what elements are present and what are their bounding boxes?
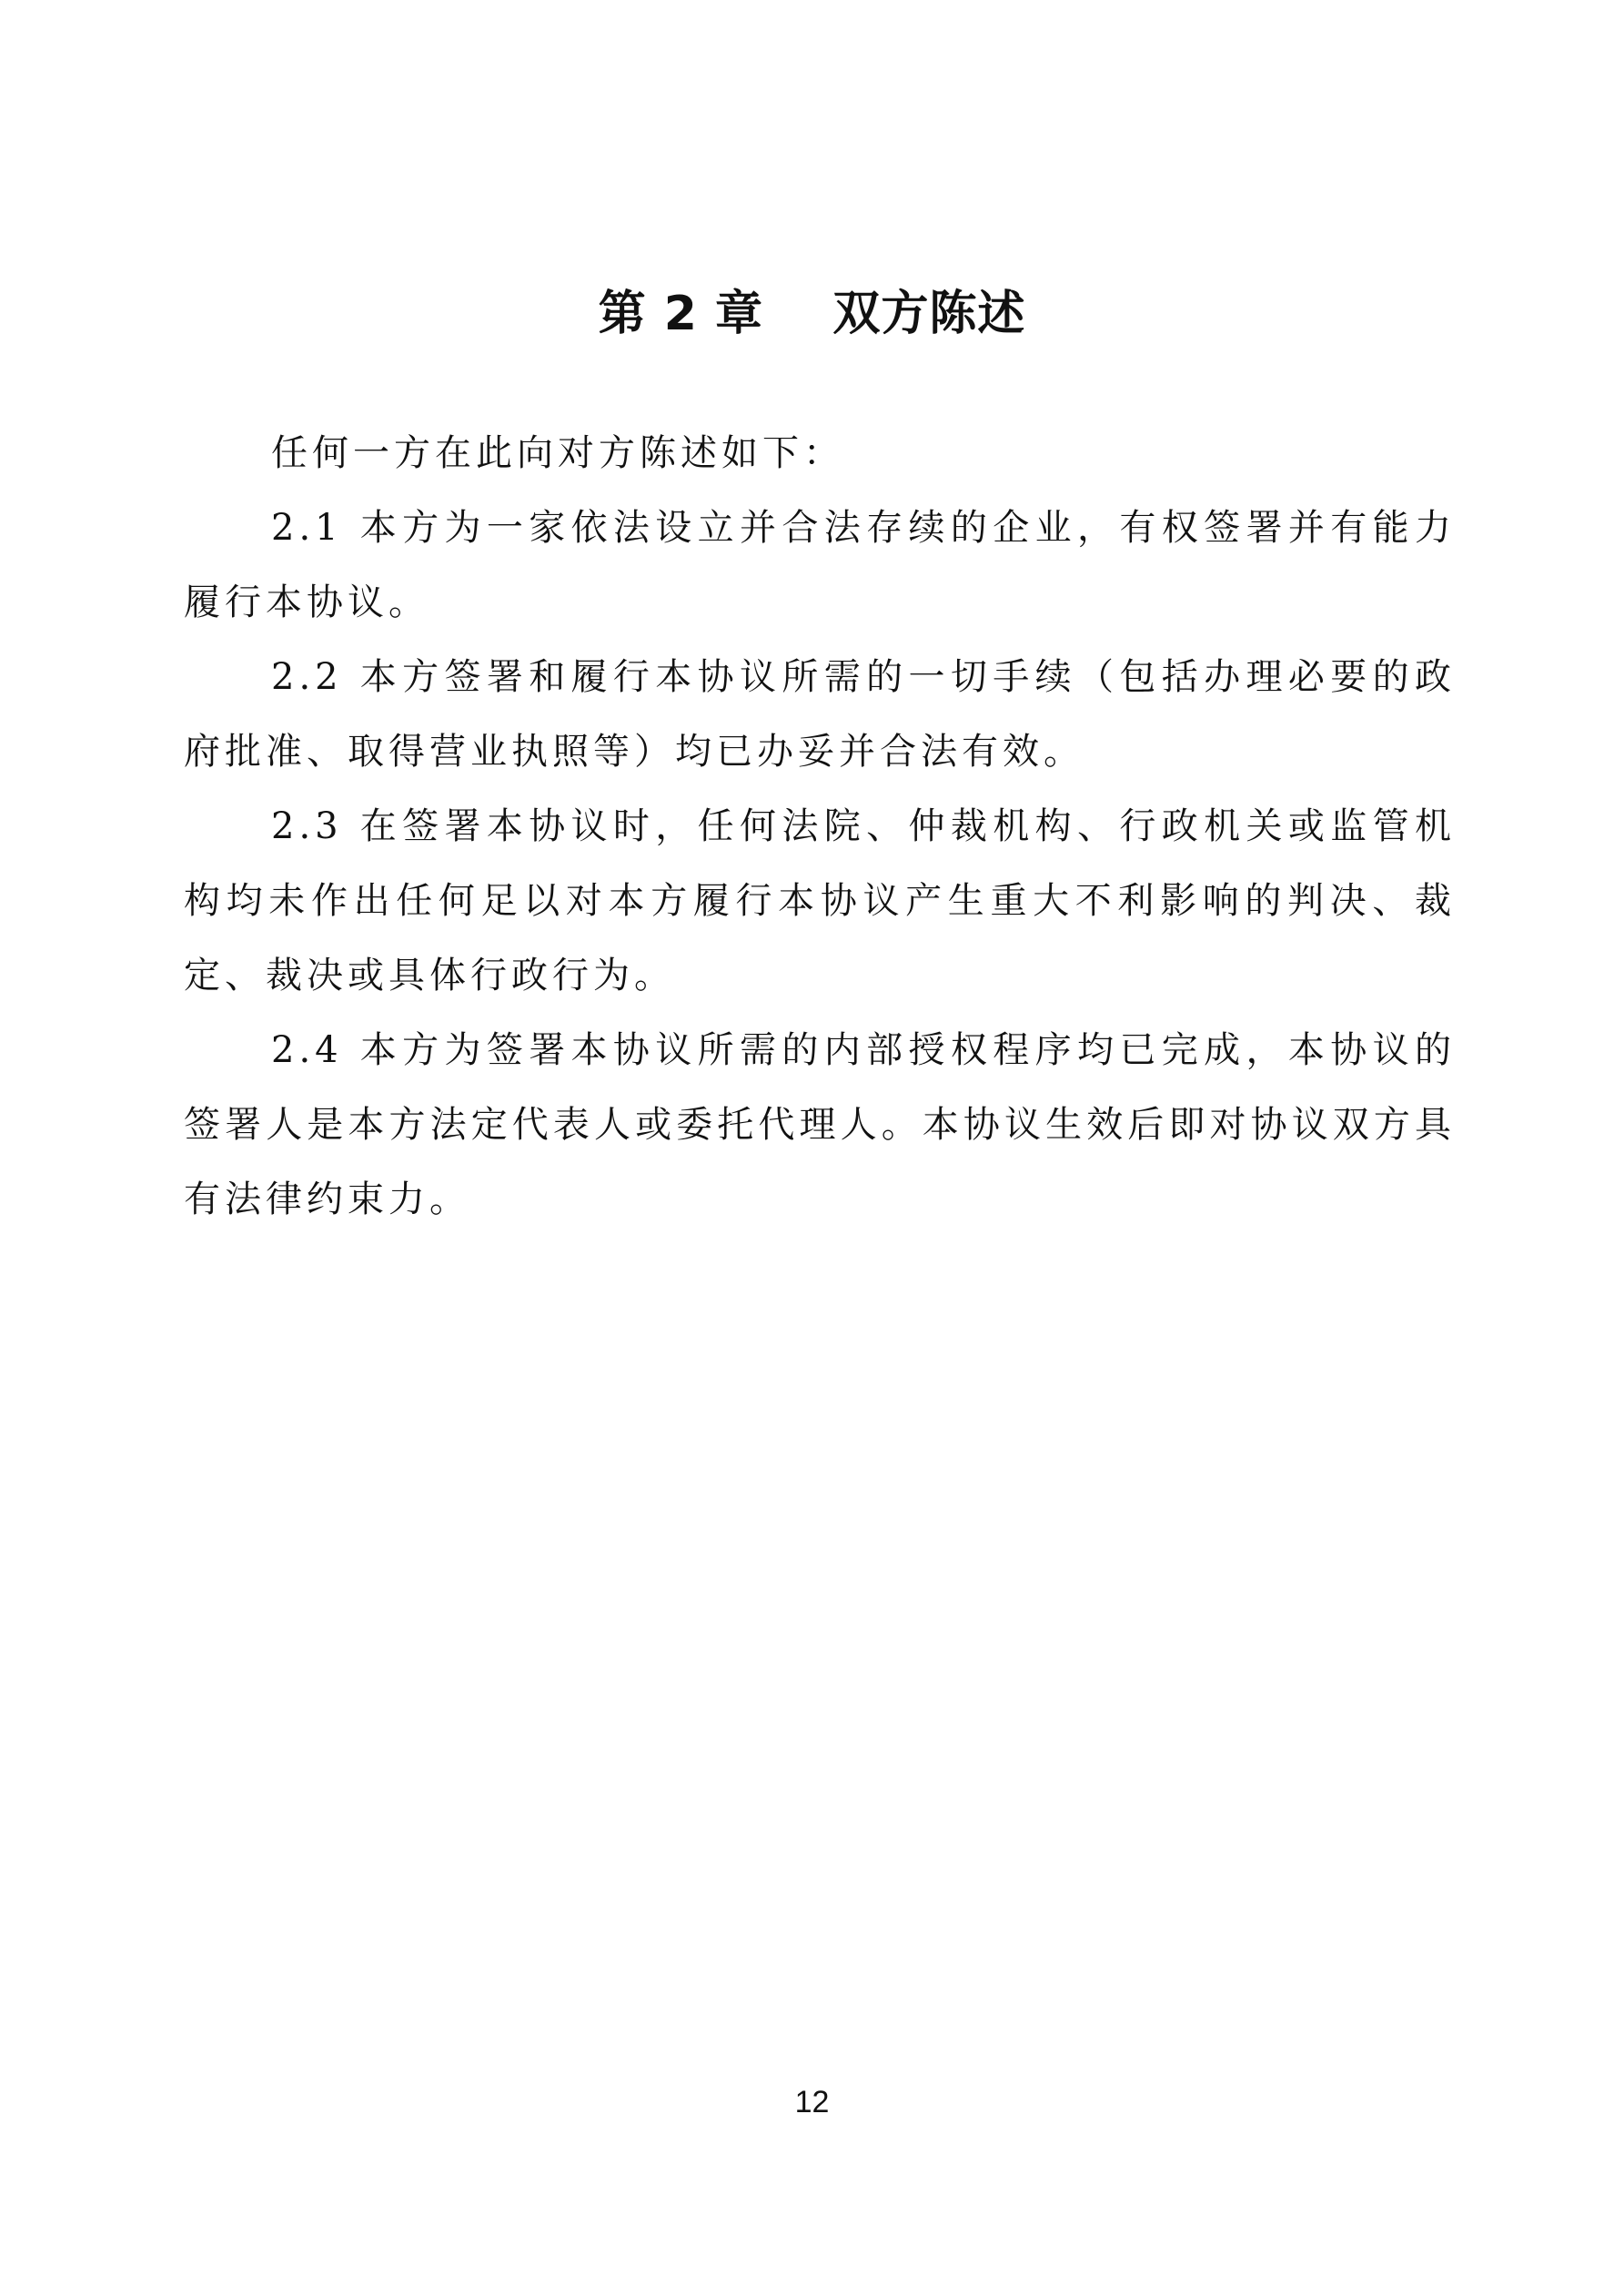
paragraph-2-2: 2.2 本方签署和履行本协议所需的一切手续（包括办理必要的政府批准、取得营业执照等）均已办妥并合法有效。 [184,656,1456,773]
body-text [184,416,1456,1237]
paragraph-2-1: 2.1 本方为一家依法设立并合法存续的企业，有权签署并有能力履行本协议。 [184,507,1456,623]
chapter-title: 第 2 章 双方陈述 [598,287,1026,341]
page-number: 12 [794,2085,830,2119]
paragraph-2-4: 2.4 本方为签署本协议所需的内部授权程序均已完成，本协议的签署人是本方法定代表人或委托代理人。本协议生效后即对协议双方具有法律约束力。 [184,1029,1456,1220]
paragraph-2-3: 2.3 在签署本协议时，任何法院、仲裁机构、行政机关或监管机构均未作出任何足以对本方履行本协议产生重大不利影响的判决、裁定、裁决或具体行政行为。 [184,805,1456,996]
paragraph-intro: 任何一方在此向对方陈述如下： [271,432,844,474]
